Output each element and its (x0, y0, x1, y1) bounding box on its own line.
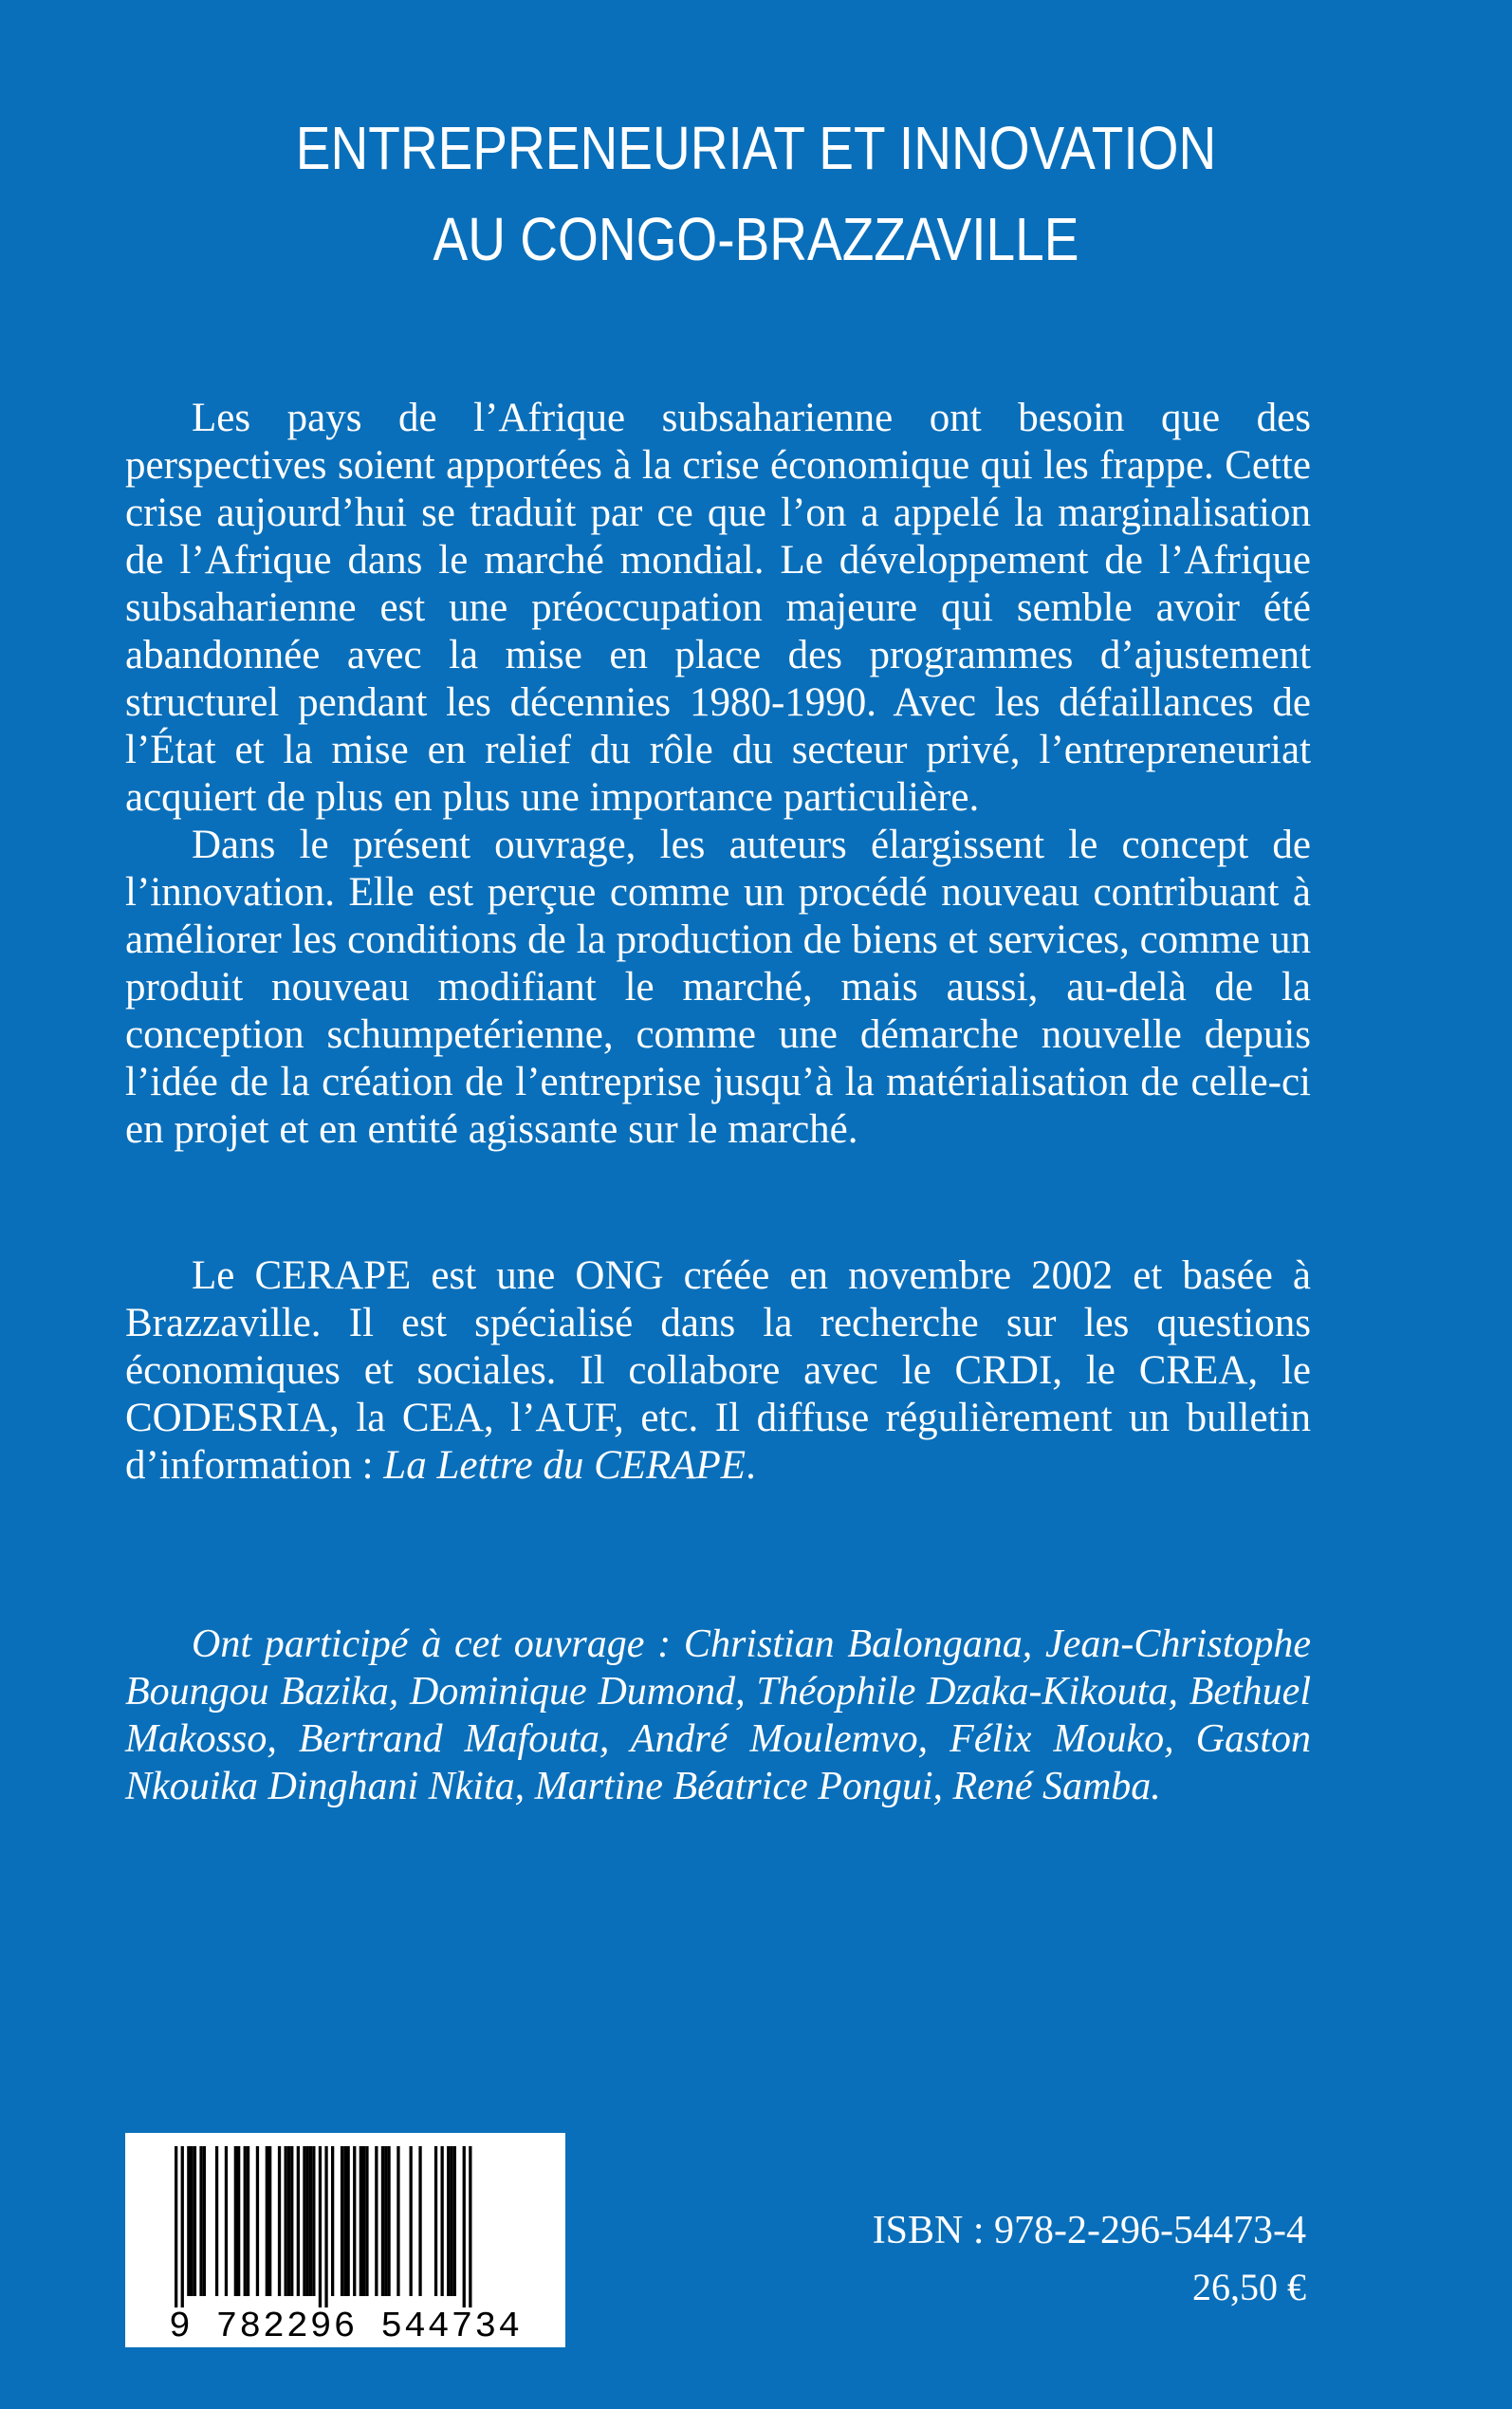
barcode-bar (175, 2146, 177, 2307)
cerape-text: Le CERAPE est une ONG créée en novembre 2002 et basée à Brazzaville. Il est spécialisé dans la recherche sur les questions économiques et sociales. Il collabore avec le CRDI, le CREA, le CODESRIA, la CEA, l’AUF, etc. Il diffuse régulièrement un bulletin d’information : (125, 1253, 1311, 1488)
barcode-bar (312, 2146, 315, 2296)
title-line-2: AU CONGO-BRAZZAVILLE (433, 205, 1079, 273)
barcode-bar (285, 2146, 287, 2296)
barcode-bar (362, 2146, 365, 2296)
barcode-bar (347, 2146, 350, 2296)
price: 26,50 € (1192, 2266, 1306, 2308)
barcode-graphic (125, 2133, 565, 2347)
barcode-bar (244, 2146, 247, 2296)
contributors-list: Ont participé à cet ouvrage : Christian Balongana, Jean-Christophe Boungou Bazika, Dominique Dumond, Théophile Dzaka-Kikouta, Bethuel Makosso, Bertrand Mafouta, André Moulemvo, Félix Mouko, Gaston Nkouika Dinghani Nkita, Martine Béatrice Pongui, René Samba. (125, 1622, 1311, 1808)
barcode-bar (319, 2146, 322, 2307)
barcode-bar (375, 2146, 378, 2296)
summary-text (125, 395, 1311, 1154)
barcode-bar (341, 2146, 343, 2296)
isbn: ISBN : 978-2-296-54473-4 (872, 2209, 1306, 2252)
barcode-bar (384, 2146, 387, 2296)
barcode-bar (278, 2146, 281, 2296)
barcode-bar (387, 2146, 390, 2296)
publisher-note (125, 1252, 1311, 1490)
summary-paragraph-1: Les pays de l’Afrique subsaharienne ont besoin que des perspectives soient apportées à la crise économique qui les frappe. Cette crise aujourd’hui se traduit par ce que l’on a appelé la marginalisation de l’Afrique dans le marché mondial. Le développement de l’Afrique subsaharienne est une préoccupation majeure qui semble avoir été abandonnée avec la mise en place des programmes d’ajustement structurel pendant les décennies 1980-1990. Avec les défaillances de l’État et la mise en relief du rôle du secteur privé, l’entrepreneuriat acquiert de plus en plus une importance particulière. (125, 396, 1311, 820)
barcode-bar (441, 2146, 444, 2296)
barcode-bar (297, 2146, 300, 2296)
barcode-bar (463, 2146, 466, 2307)
barcode-bar (203, 2146, 206, 2296)
barcode-bar (290, 2146, 293, 2296)
bulletin-title: La Lettre du CERAPE (383, 1443, 747, 1488)
barcode-bar (268, 2146, 271, 2296)
cerape-paragraph (125, 1252, 1311, 1490)
barcode-bar (447, 2146, 450, 2296)
title-line-1: ENTREPRENEURIAT ET INNOVATION (295, 114, 1217, 182)
barcode-bar (418, 2146, 421, 2296)
barcode-bar (199, 2146, 202, 2296)
barcode-bar (365, 2146, 368, 2296)
barcode-bar (450, 2146, 452, 2296)
barcode-bar (256, 2146, 259, 2296)
barcode-bar (215, 2146, 218, 2296)
barcode-bar (353, 2146, 356, 2296)
barcode-bar (187, 2146, 190, 2296)
barcode-bar (360, 2146, 362, 2296)
book-title (106, 102, 1407, 285)
barcode-bar (324, 2146, 327, 2307)
barcode-bar (181, 2146, 184, 2307)
barcode-bar (453, 2146, 456, 2296)
barcode-bar (303, 2146, 305, 2296)
barcode-bar (434, 2146, 437, 2296)
barcode-bar (469, 2146, 471, 2307)
barcode-bar (381, 2146, 384, 2296)
barcode-digits: 9 782296 544734 (168, 2307, 523, 2347)
summary-paragraph-2: Dans le présent ouvrage, les auteurs élargissent le concept de l’innovation. Elle est perçue comme un procédé nouveau contribuant à améliorer les conditions de la production de biens et services, comme un produit nouveau modifiant le marché, mais aussi, au-delà de la conception schumpetérienne, comme une démarche nouvelle depuis l’idée de la création de l’entreprise jusqu’à la matérialisation de celle-ci en projet et en entité agissante sur le marché. (125, 823, 1311, 1152)
barcode-bar (410, 2146, 413, 2296)
barcode-bar (396, 2146, 399, 2296)
barcode (125, 2133, 565, 2347)
barcode-bar (234, 2146, 237, 2296)
barcode-bar (194, 2146, 196, 2296)
barcode-bar (247, 2146, 249, 2296)
barcode-bar (331, 2146, 334, 2296)
barcode-bar (343, 2146, 346, 2296)
barcode-bar (287, 2146, 290, 2296)
barcode-bar (266, 2146, 268, 2296)
cerape-end: . (746, 1443, 756, 1488)
barcode-bar (191, 2146, 194, 2296)
barcode-bar (237, 2146, 240, 2296)
barcode-bar (306, 2146, 309, 2296)
barcode-bar (225, 2146, 228, 2296)
barcode-bar (309, 2146, 312, 2296)
